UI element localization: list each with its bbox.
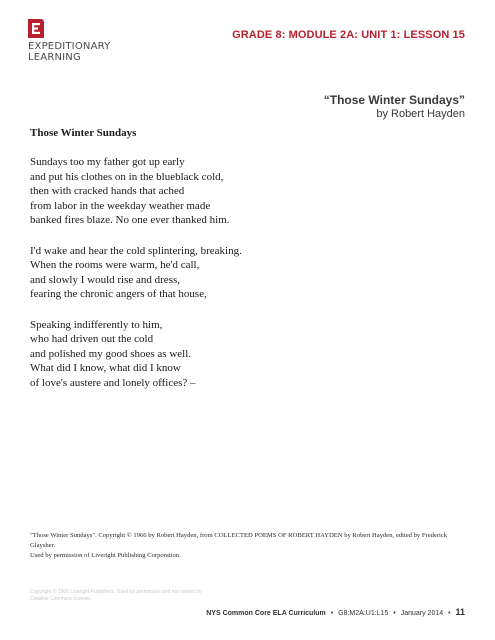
poem-line: Sundays too my father got up early (30, 156, 185, 168)
poem-text (30, 126, 330, 406)
footer-separator: • (330, 610, 334, 617)
lesson-header: GRADE 8: MODULE 2A: UNIT 1: LESSON 15 (232, 29, 465, 41)
logo-line-1: EXPEDITIONARY (28, 41, 111, 52)
footer-separator: • (393, 610, 396, 617)
license-line-1: Copyright © 1966 Liveright Publishers. Used by permission and not subject to (30, 589, 202, 595)
poem-line: and polished my good shoes as well. (30, 347, 192, 360)
stanza-1 (30, 155, 330, 228)
copyright-citation (30, 531, 470, 561)
poem-author: by Robert Hayden (376, 108, 465, 120)
license-note (30, 589, 220, 603)
footer-curriculum: NYS Common Core ELA Curriculum (206, 610, 326, 617)
logo-wordmark (28, 41, 148, 63)
poem-line: I'd wake and hear the cold splintering, breaking. (30, 244, 242, 257)
poem-line: When the rooms were warm, he'd call, (30, 259, 200, 271)
poem-line: What did I know, what did I know (30, 362, 181, 374)
stanza-2 (30, 244, 330, 302)
license-line-2: Creative Commons license. (30, 596, 92, 602)
stanza-3 (30, 318, 330, 391)
poem-line: banked fires blaze. No one ever thanked him. (30, 214, 230, 226)
poem-line: who had driven out the cold (30, 333, 154, 345)
poem-title-quoted: “Those Winter Sundays” (323, 93, 465, 107)
citation-line-2: Used by permission of Liveright Publishing Corporation. (30, 552, 181, 559)
footer-separator: • (448, 610, 451, 617)
poem-line: and slowly I would rise and dress, (30, 273, 181, 286)
poem-line: of love's austere and lonely offices? – (30, 376, 196, 389)
page-number: 11 (455, 607, 465, 617)
poem-title-block (324, 93, 465, 122)
page-footer (206, 607, 465, 617)
footer-code: G8:M2A:U1:L15 (338, 610, 389, 617)
citation-line-1: "Those Winter Sundays". Copyright © 1966 by Robert Hayden, from COLLECTED POEMS OF ROBERT HAYDEN by Robert Hayden, edited by Frederick Glaysher. (30, 532, 448, 549)
logo-e-icon (28, 19, 44, 38)
poem-line: Speaking indifferently to him, (30, 318, 163, 331)
logo-line-2: LEARNING (28, 52, 81, 63)
poem-line: from labor in the weekday weather made (30, 199, 211, 212)
poem-line: fearing the chronic angers of that house, (30, 288, 207, 300)
poem-heading: Those Winter Sundays (30, 127, 137, 139)
footer-date: January 2014 (400, 610, 444, 617)
poem-line: then with cracked hands that ached (30, 185, 185, 197)
poem-line: and put his clothes on in the blueblack cold, (30, 170, 224, 183)
